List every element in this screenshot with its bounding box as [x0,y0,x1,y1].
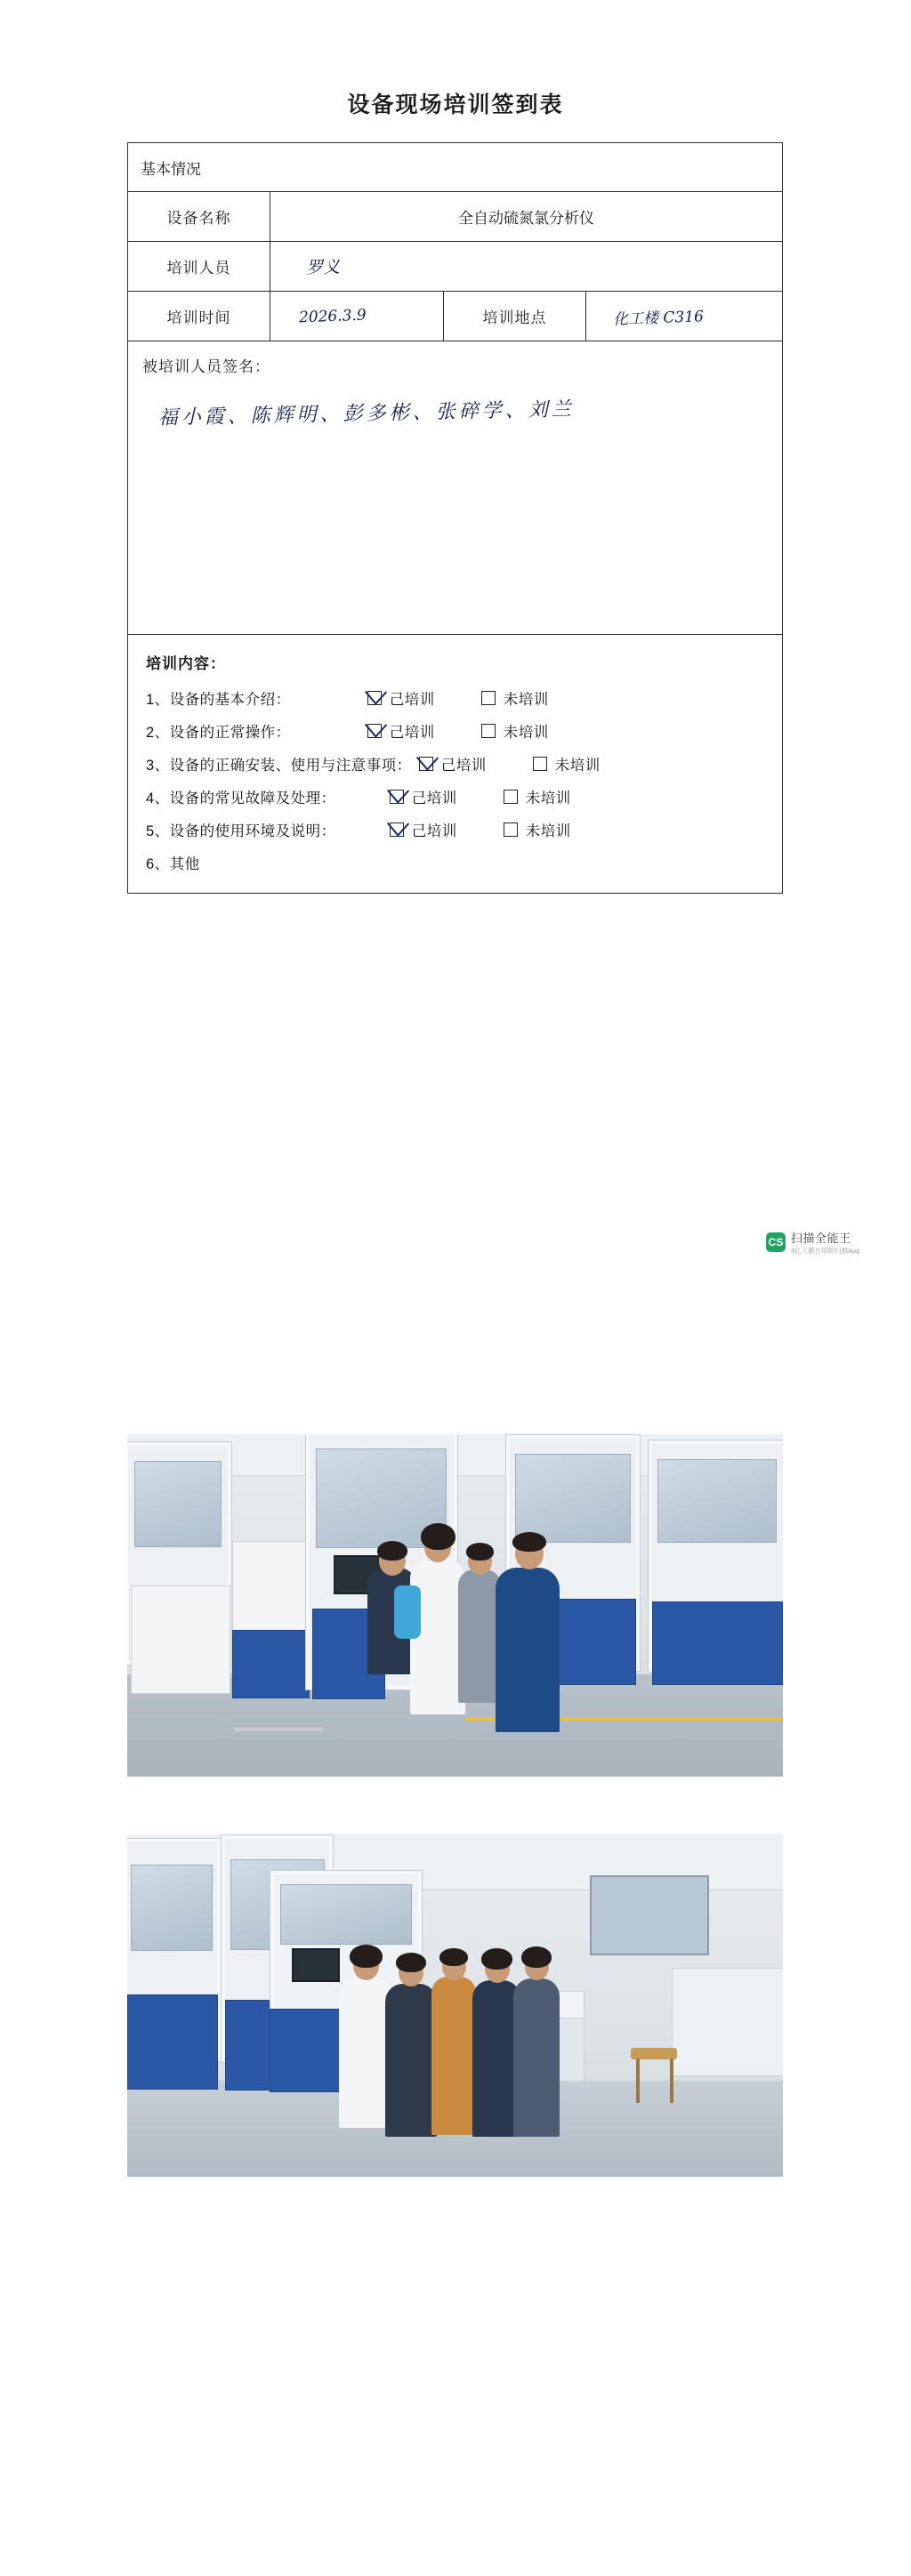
training-time-value [270,292,444,341]
checkbox-icon[interactable] [367,724,382,738]
equipment-name-row [128,192,782,242]
trainer-handwriting: 罗义 [305,257,341,278]
training-photo-2 [127,1834,783,2177]
checkbox-icon[interactable] [481,691,496,705]
equipment-name-label: 设备名称 [128,192,270,241]
checkbox-icon[interactable] [481,724,496,738]
training-content-item [146,852,764,873]
checkbox-label: 己培训 [389,692,435,708]
training-time-handwriting: 2026.3.9 [298,306,367,326]
time-place-row [128,292,782,341]
training-sign-in-form [127,142,783,894]
trainer-value [270,242,782,291]
checkbox-label: 未培训 [503,692,549,708]
checkbox-option-trained[interactable] [390,819,457,840]
training-place-value [586,292,782,341]
training-time-label: 培训时间 [128,292,270,341]
checkbox-icon[interactable] [390,823,404,837]
trainer-label: 培训人员 [128,242,270,291]
checkbox-label: 己培训 [440,758,487,774]
training-photo-1 [127,1434,783,1777]
checkbox-icon[interactable] [367,691,382,705]
trainer-row [128,242,782,292]
signatures-row [128,341,782,635]
checkbox-icon[interactable] [504,823,518,837]
content-item-label: 4、设备的常见故障及处理： [146,790,336,807]
basic-info-header-row [128,143,782,192]
training-place-label: 培训地点 [444,292,586,341]
checkbox-option-trained[interactable] [367,687,435,709]
checkbox-icon[interactable] [419,757,433,771]
checkbox-option-untrained[interactable] [533,753,601,774]
signatures-handwriting: 福小霞、陈辉明、彭多彬、张碎学、刘兰 [157,398,575,429]
checkbox-option-untrained[interactable] [504,819,571,840]
camscanner-watermark [766,1232,860,1256]
checkbox-option-trained[interactable] [367,720,435,742]
training-content-row [128,635,782,893]
checkbox-icon[interactable] [533,757,547,771]
checkbox-label: 未培训 [525,790,571,807]
training-content-item [146,786,764,807]
camscanner-logo-icon: CS [766,1232,786,1252]
content-item-label: 3、设备的正确安装、使用与注意事项： [146,758,412,774]
checkbox-icon[interactable] [504,790,518,804]
basic-info-header: 基本情况 [141,160,201,178]
content-item-label: 5、设备的使用环境及说明： [146,823,336,839]
camscanner-title: 扫描全能王 [791,1232,851,1245]
checkbox-option-untrained[interactable] [504,786,571,807]
page-title: 设备现场培训签到表 [347,92,564,117]
checkbox-option-trained[interactable] [390,786,457,807]
checkbox-label: 己培训 [389,725,435,741]
training-content-item [146,819,764,840]
camscanner-subtitle: 3亿人都在用的扫描App [791,1247,860,1255]
training-content-item [146,753,764,774]
checkbox-icon[interactable] [390,790,404,804]
checkbox-option-trained[interactable] [419,753,487,774]
training-place-handwriting: 化工楼 C316 [612,308,705,329]
content-item-label: 1、设备的基本介绍： [146,692,291,708]
equipment-name-value: 全自动硫氮氯分析仪 [458,210,594,227]
checkbox-label: 己培训 [411,790,457,807]
training-content-item [146,687,764,709]
checkbox-label: 未培训 [554,758,601,774]
content-item-label: 2、设备的正常操作： [146,725,291,741]
checkbox-label: 己培训 [411,823,457,839]
checkbox-label: 未培训 [525,823,571,839]
checkbox-label: 未培训 [503,725,549,741]
content-item-label: 6、其他 [146,856,200,872]
signatures-label: 被培训人员签名： [142,358,270,375]
training-content-item [146,720,764,742]
checkbox-option-untrained[interactable] [481,720,549,742]
checkbox-option-untrained[interactable] [481,687,549,709]
training-content-title: 培训内容： [146,655,226,672]
